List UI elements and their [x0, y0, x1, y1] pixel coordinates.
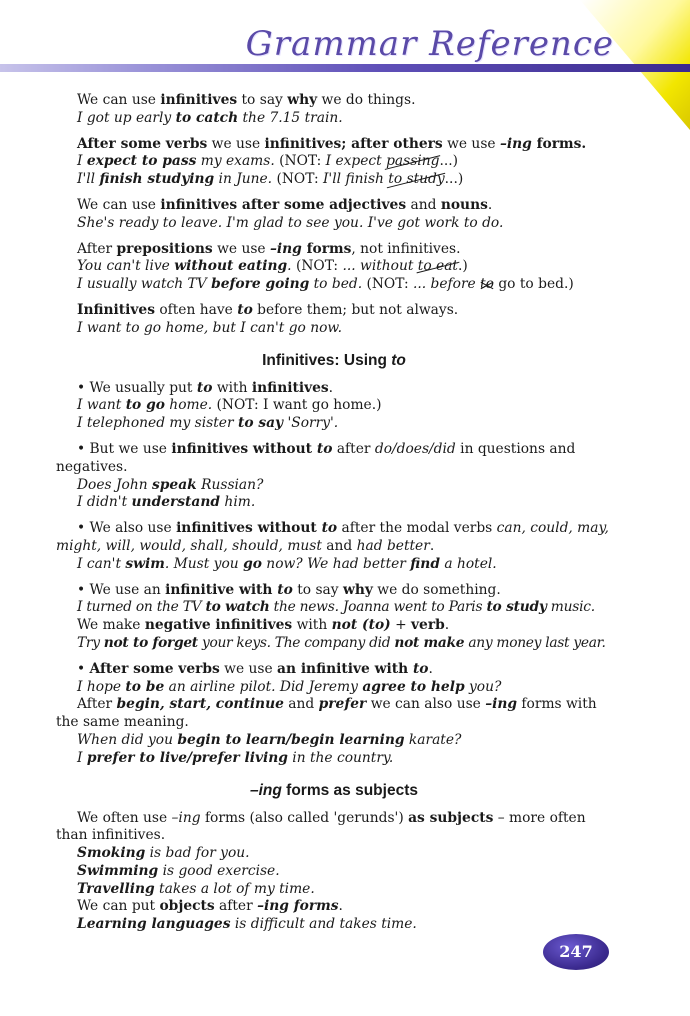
rule-line: • After some verbs we use an infinitive with to. [77, 660, 433, 677]
rule-line: • We use an infinitive with to to say why we do something. [77, 581, 501, 598]
paragraph-gerunds [56, 810, 612, 935]
section-title: Grammar Reference [245, 24, 614, 64]
paragraph-to [56, 302, 612, 338]
example-line: Does John speak Russian? [77, 476, 264, 493]
paragraph-adjectives [56, 197, 612, 233]
example-line: You can't live without eating. (NOT: ... without to eat.) [77, 258, 468, 275]
bullet-without-to [56, 441, 612, 512]
crossed-word: to [480, 276, 494, 293]
example-line: Learning languages is difficult and takes time. [77, 916, 417, 933]
rule-line: • We usually put to with infinitives. [77, 379, 334, 396]
example-line: I prefer to live/prefer living in the country. [77, 749, 394, 766]
bullet-modal-verbs [56, 520, 612, 573]
rule-line: After begin, start, continue and prefer we can also use –ing forms with the same meaning. [56, 696, 597, 731]
example-line: I got up early to catch the 7.15 train. [77, 109, 343, 126]
example-line: I usually watch TV before going to bed. (NOT: ... before to go to bed.) [77, 276, 574, 293]
heading-infinitives-to: Infinitives: Using to [262, 351, 406, 369]
rule-line: After some verbs we use infinitives; after others we use –ing forms. [77, 135, 587, 152]
example-line: I didn't understand him. [77, 494, 256, 511]
example-line: Try not to forget your keys. The company did not make any money last year. [77, 634, 606, 651]
example-line: I expect to pass my exams. (NOT: I expect passing...) [77, 153, 458, 170]
header-band [0, 64, 690, 72]
bullet-infinitive-why [56, 582, 612, 653]
rule-line: We make negative infinitives with not (to) + verb. [77, 617, 450, 634]
page-number-badge: 247 [543, 934, 609, 970]
paragraph-prepositions [56, 241, 612, 294]
rule-line: We can use infinitives to say why we do things. [77, 92, 416, 108]
rule-line: After prepositions we use –ing forms, not infinitives. [77, 240, 461, 257]
rule-line: Infinitives often have to before them; but not always. [77, 301, 459, 318]
example-line: Smoking is bad for you. [77, 845, 250, 862]
example-line: I turned on the TV to watch the news. Joanna went to Paris to study music. [77, 599, 595, 616]
example-line: I want to go home. (NOT: I want go home.) [77, 397, 382, 414]
example-line: I can't swim. Must you go now? We had better find a hotel. [77, 555, 497, 572]
rule-line: We often use –ing forms (also called 'gerunds') as subjects – more often than infinitives. [56, 809, 586, 844]
struck-word: passing [386, 153, 440, 170]
example-line: Swimming is good exercise. [77, 862, 280, 879]
struck-word: to eat [417, 258, 458, 275]
example-line: I want to go home, but I can't go now. [77, 319, 342, 336]
example-line: When did you begin to learn/begin learning karate? [77, 731, 462, 748]
paragraph-why [56, 92, 612, 128]
paragraph-verbs [56, 136, 612, 189]
rule-line: • We also use infinitives without to after the modal verbs can, could, may, might, will, would, shall, should, must and had better. [56, 520, 609, 554]
grammar-content [56, 92, 612, 942]
heading-ing-subjects: –ing forms as subjects [250, 781, 418, 799]
bullet-put-to [56, 380, 612, 433]
example-line: She's ready to leave. I'm glad to see you. I've got work to do. [77, 214, 504, 231]
example-line: Travelling takes a lot of my time. [77, 880, 315, 897]
example-line: I hope to be an airline pilot. Did Jeremy agree to help you? [77, 678, 502, 695]
rule-line: We can use infinitives after some adjectives and nouns. [77, 196, 493, 213]
example-line: I telephoned my sister to say 'Sorry'. [77, 415, 339, 432]
example-line: I'll finish studying in June. (NOT: I'll finish to study...) [77, 171, 464, 188]
rule-line: We can put objects after –ing forms. [77, 898, 343, 915]
struck-word: to study [388, 171, 445, 188]
bullet-after-some-verbs [56, 661, 612, 768]
rule-line: • But we use infinitives without to after do/does/did in questions and negatives. [56, 440, 576, 475]
